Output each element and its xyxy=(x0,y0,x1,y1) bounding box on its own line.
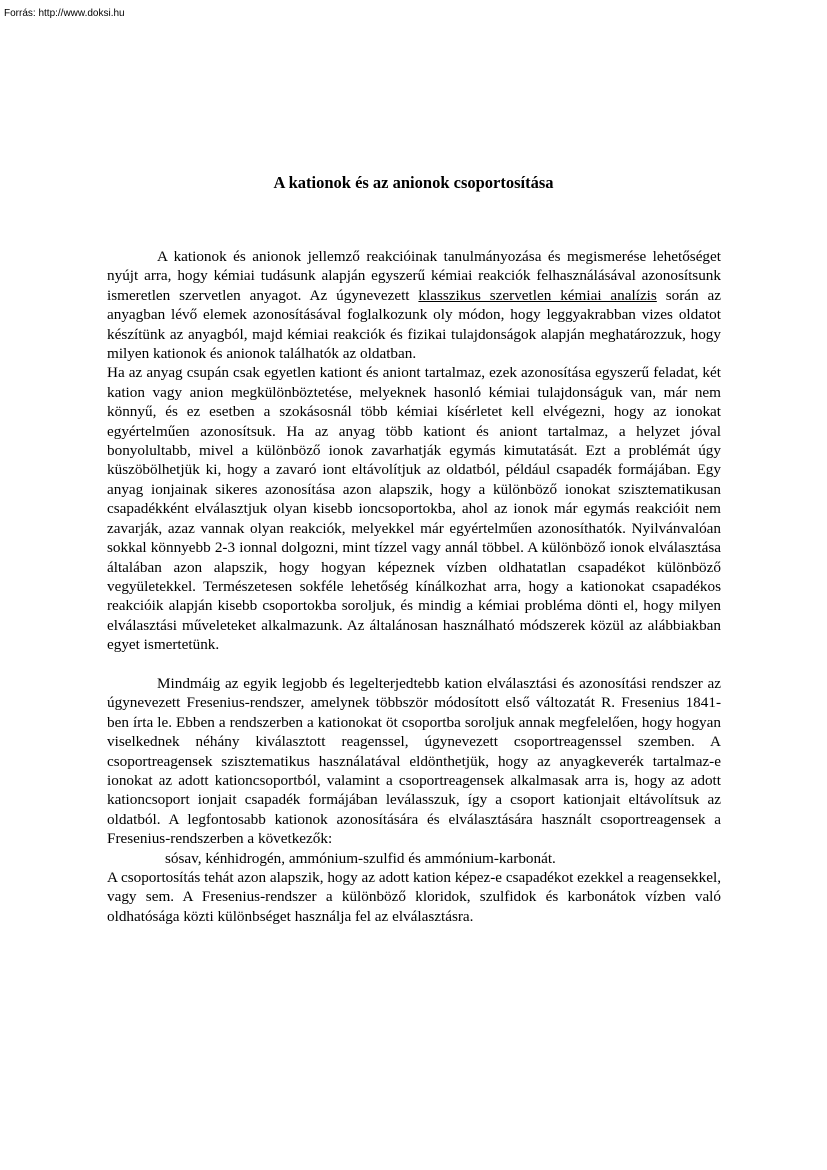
classical-analysis-link[interactable]: klasszikus szervetlen kémiai analízis xyxy=(418,286,657,304)
source-label: Forrás: http://www.doksi.hu xyxy=(4,8,125,19)
document-title: A kationok és az anionok csoportosítása xyxy=(273,173,554,192)
document-body xyxy=(107,247,721,926)
paragraph-intro-text-start: A kationok és anionok jellemző reakcióinak tanulmányozása és megismerése lehetőséget nyújt arra, hogy kémiai tudásunk alapján egyszerű kémiai reakciók felhasználásával azonosítsunk ismeretlen szervetlen anyagot. Az úgynevezett xyxy=(107,248,721,304)
paragraph-fresenius-system: Mindmáig az egyik legjobb és legelterjedtebb kation elválasztási és azonosítási rendszer az úgynevezett Fresenius-rendszer, amelynek többször módosított első változatát R. Fresenius 1841-ben írta le. Ebben a rendszerben a kationokat öt csoportba soroljuk annak megfelelően, hogy hogyan viselkednek néhány kiválasztott reagenssel, úgynevezett csoportreagenssel szemben. A csoportreagensek szisztematikus használatával eldönthetjük, hogy az anyagkeverék tartalmaz-e ionokat az adott kationcsoportból, valamint a csoportreagensek alkalmasak arra is, hogy az adott kationcsoport ionjait csapadék formájában leválasszuk, így a csoport kationjait eltávolítsuk az oldatból. A legfontosabb kationok azonosítására és elválasztására használt csoportreagensek a Fresenius-rendszerben a következők: xyxy=(107,674,721,848)
paragraph-intro-text-end: során az anyagban lévő elemek azonosításával foglalkozunk oly módon, hogy leggyakrabban vizes oldatot készítünk az anyagból, majd kémiai reakciók és fizikai tulajdonságok alapján meghatározzuk, hogy milyen kationok és anionok találhatók az oldatban. xyxy=(107,286,721,363)
group-reagents-list: sósav, kénhidrogén, ammónium-szulfid és ammónium-karbonát. xyxy=(165,849,556,867)
paragraph-grouping-basis: A csoportosítás tehát azon alapszik, hogy az adott kation képez-e csapadékot ezekkel a reagensekkel, vagy sem. A Fresenius-rendszer a különböző kloridok, szulfidok és karbonátok vízben való oldhatósága közti különbséget használja fel az elválasztásra. xyxy=(107,868,721,925)
paragraph-intro xyxy=(107,247,721,363)
paragraph-ion-separation: Ha az anyag csupán csak egyetlen kationt és aniont tartalmaz, ezek azonosítása egyszerű feladat, két kation vagy anion megkülönböztetése, melyeknek hasonló kémiai tulajdonságuk van, már nem könnyű, és ez esetben a szokásosnál több kémiai kísérletet kell elvégezni, hogy az ionokat egyértelműen azonosítsuk. Ha az anyag több kationt és aniont tartalmaz, a helyzet jóval bonyolultabb, mivel a különböző ionok zavarhatják egymás kimutatását. Ezt a problémát úgy küszöbölhetjük ki, hogy a zavaró iont eltávolítjuk az oldatból, például csapadék formájában. Egy anyag ionjainak sikeres azonosítása azon alapszik, hogy a különböző ionokat szisztematikusan csapadékként elválasztjuk olyan kisebb ioncsoportokba, ahol az ionok már egymás reakcióit nem zavarják, azaz vannak olyan reakciók, melyekkel már egyértelműen azonosíthatók. Nyilvánvalóan sokkal könnyebb 2-3 ionnal dolgozni, mint tízzel vagy annál többel. A különböző ionok elválasztása általában azon alapszik, hogy hogyan képeznek vízben oldhatatlan csapadékot különböző vegyületekkel. Természetesen sokféle lehetőség kínálkozhat arra, hogy a kationokat csapadékos reakcióik alapján kisebb csoportokba soroljuk, és mindig a kémiai probléma dönti el, hogy milyen elválasztási műveleteket alkalmazunk. Az általánosan használható módszerek közül az alábbiakban egyet ismertetünk. xyxy=(107,364,721,654)
